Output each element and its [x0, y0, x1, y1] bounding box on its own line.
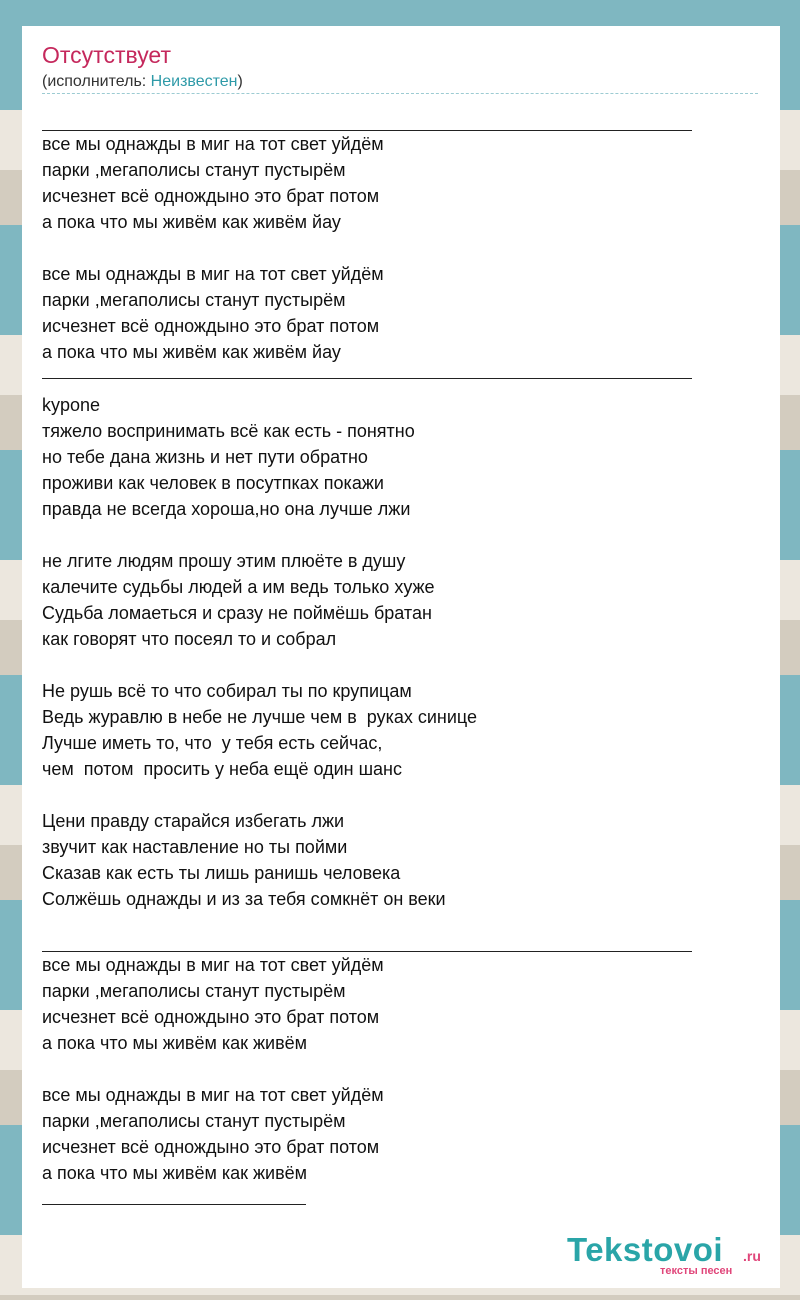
lyric-line: все мы однажды в миг на тот свет уйдём — [42, 955, 384, 975]
lyric-line: исчезнет всё однождыно это брат потом — [42, 1007, 380, 1027]
logo-text: Tekstovoi — [567, 1231, 724, 1268]
logo-domain: .ru — [743, 1248, 761, 1264]
lyric-line: Лучше иметь то, что у тебя есть сейчас, — [42, 733, 383, 753]
lyric-line: проживи как человек в посутпках покажи — [42, 473, 384, 493]
lyric-line: парки ,мегаполисы станут пустырём — [42, 1111, 346, 1131]
stanza-gap — [42, 912, 732, 938]
divider-end — [42, 1204, 306, 1205]
lyric-line: kypone — [42, 395, 101, 415]
artist-suffix: ) — [237, 73, 243, 90]
lyric-line: исчезнет всё однождыно это брат потом — [42, 186, 380, 206]
lyrics-body — [42, 130, 732, 1205]
stanza-gap — [42, 1056, 732, 1082]
lyrics-block-verse — [42, 392, 732, 938]
lyric-line: а пока что мы живём как живём — [42, 1163, 308, 1183]
lyric-line: звучит как наставление но ты пойми — [42, 837, 348, 857]
lyric-line: исчезнет всё однождыно это брат потом — [42, 1137, 380, 1157]
logo-tagline: тексты песен — [660, 1265, 733, 1277]
lyric-line: калечите судьбы людей а им ведь только хуже — [42, 577, 435, 597]
lyrics-block-chorus-1 — [42, 131, 732, 365]
lyric-line: но тебе дана жизнь и нет пути обратно — [42, 447, 368, 467]
lyric-line: тяжело воспринимать всё как есть - понятно — [42, 421, 415, 441]
lyrics-block-chorus-2 — [42, 952, 732, 1186]
lyric-line: все мы однажды в миг на тот свет уйдём — [42, 1085, 384, 1105]
artist-link[interactable]: Неизвестен — [150, 73, 238, 90]
stanza-gap — [42, 522, 732, 548]
artist-line — [42, 73, 243, 91]
lyric-line: Судьба ломаеться и сразу не поймёшь братан — [42, 603, 432, 623]
lyric-line: Цени правду старайся избегать лжи — [42, 811, 345, 831]
lyric-line: а пока что мы живём как живём йау — [42, 212, 341, 232]
lyric-line: парки ,мегаполисы станут пустырём — [42, 981, 346, 1001]
lyric-line: как говорят что посеял то и собрал — [42, 629, 337, 649]
stanza-gap — [42, 652, 732, 678]
lyric-line: все мы однажды в миг на тот свет уйдём — [42, 134, 384, 154]
site-logo[interactable] — [567, 1231, 777, 1281]
lyric-line: чем потом просить у неба ещё один шанс — [42, 759, 402, 779]
lyrics-card — [22, 26, 780, 1288]
lyric-line: Сказав как есть ты лишь ранишь человека — [42, 863, 401, 883]
lyric-line: Солжёшь однажды и из за тебя сомкнёт он веки — [42, 889, 446, 909]
lyric-line: Не рушь всё то что собирал ты по крупицам — [42, 681, 412, 701]
lyric-line: парки ,мегаполисы станут пустырём — [42, 160, 346, 180]
lyric-line: Ведь журавлю в небе не лучше чем в руках синице — [42, 707, 478, 727]
stanza-gap — [42, 235, 732, 261]
lyric-line: а пока что мы живём как живём йау — [42, 342, 341, 362]
lyric-line: исчезнет всё однождыно это брат потом — [42, 316, 380, 336]
lyric-line: правда не всегда хороша,но она лучше лжи — [42, 499, 411, 519]
header-divider — [42, 93, 758, 94]
lyric-line: не лгите людям прошу этим плюёте в душу — [42, 551, 406, 571]
song-title: Отсутствует — [42, 42, 171, 68]
artist-prefix: (исполнитель: — [42, 73, 151, 90]
lyric-line: парки ,мегаполисы станут пустырём — [42, 290, 346, 310]
stanza-gap — [42, 782, 732, 808]
lyric-line: все мы однажды в миг на тот свет уйдём — [42, 264, 384, 284]
lyric-line: а пока что мы живём как живём — [42, 1033, 308, 1053]
